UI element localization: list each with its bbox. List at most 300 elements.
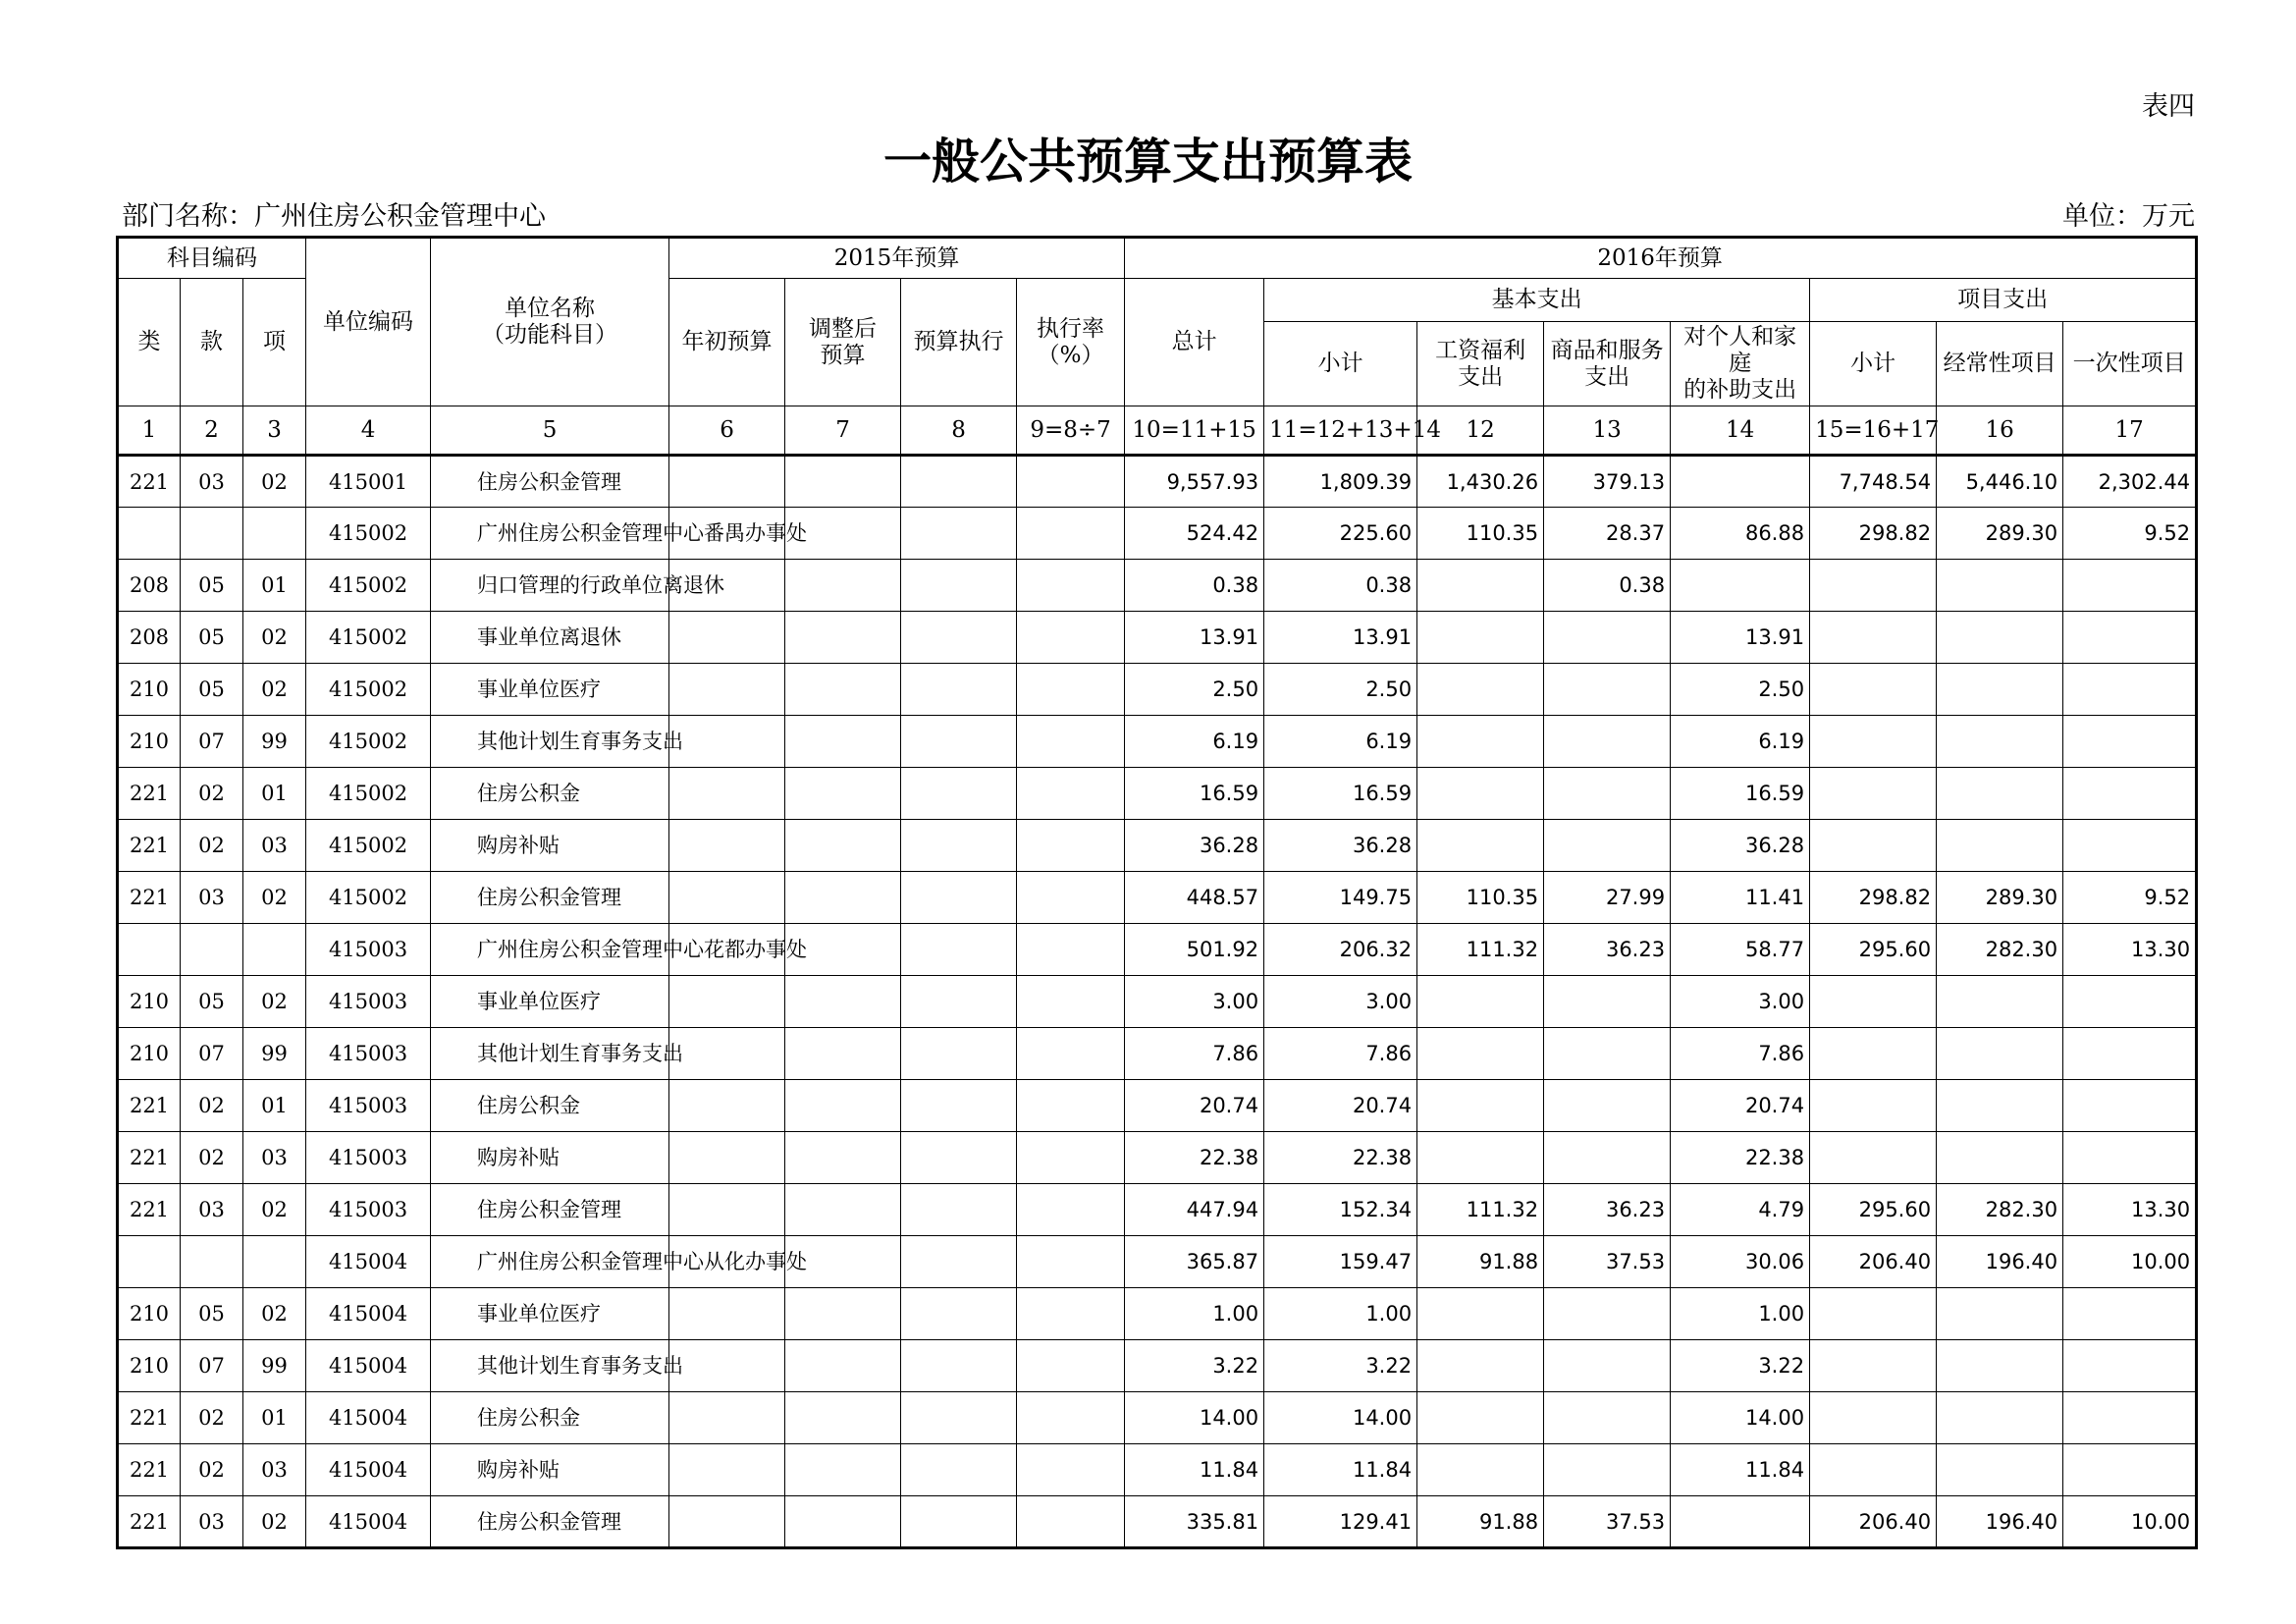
unit-name-cell [431, 560, 725, 612]
recurring-project-cell: 196.40 [1937, 1236, 2063, 1288]
subsidies-cell: 36.28 [1671, 820, 1810, 872]
onetime-project-cell: 13.30 [2063, 924, 2197, 976]
table-row [118, 1444, 2197, 1496]
subsidies-cell: 1.00 [1671, 1288, 1810, 1340]
goods-services-cell: 37.53 [1544, 1236, 1671, 1288]
xiang-cell: 01 [243, 1080, 306, 1132]
execution-rate-cell [1017, 872, 1125, 924]
header-xiang: 项 [243, 279, 306, 406]
xiang-cell: 02 [243, 456, 306, 508]
execution-rate-cell [1017, 508, 1125, 560]
column-index-cell: 1 [118, 406, 181, 456]
onetime-project-cell: 10.00 [2063, 1496, 2197, 1548]
onetime-project-cell [2063, 1080, 2197, 1132]
execution-cell [901, 768, 1017, 820]
basic-subtotal-cell: 22.38 [1264, 1132, 1417, 1184]
unit-name-cell [431, 1444, 669, 1496]
goods-services-cell [1544, 1132, 1671, 1184]
wages-cell: 1,430.26 [1417, 456, 1544, 508]
header-unit-name: 单位名称 （功能科目） [431, 238, 669, 406]
xiang-cell: 99 [243, 1340, 306, 1392]
onetime-project-cell [2063, 976, 2197, 1028]
execution-rate-cell [1017, 1132, 1125, 1184]
kuan-cell [181, 1236, 243, 1288]
lei-cell: 208 [118, 560, 181, 612]
column-index-cell: 11=12+13+14 [1264, 406, 1417, 456]
execution-rate-cell [1017, 1028, 1125, 1080]
recurring-project-cell [1937, 820, 2063, 872]
wages-cell [1417, 1444, 1544, 1496]
column-index-cell: 6 [669, 406, 785, 456]
initial-budget-cell [669, 1340, 785, 1392]
lei-cell: 210 [118, 1028, 181, 1080]
basic-subtotal-cell: 6.19 [1264, 716, 1417, 768]
recurring-project-cell [1937, 768, 2063, 820]
goods-services-cell: 36.23 [1544, 924, 1671, 976]
adjusted-budget-cell [785, 768, 901, 820]
xiang-cell: 99 [243, 1028, 306, 1080]
unit-name-cell [431, 612, 669, 664]
goods-services-cell: 28.37 [1544, 508, 1671, 560]
execution-rate-cell [1017, 1496, 1125, 1548]
initial-budget-cell [669, 872, 785, 924]
goods-services-cell [1544, 1340, 1671, 1392]
header-adjusted-budget: 调整后 预算 [785, 279, 901, 406]
unit-name-cell [431, 924, 808, 976]
subsidies-cell: 16.59 [1671, 768, 1810, 820]
column-index-cell: 15=16+17 [1810, 406, 1937, 456]
execution-cell [901, 1132, 1017, 1184]
execution-cell [901, 1028, 1017, 1080]
kuan-cell: 03 [181, 456, 243, 508]
execution-rate-cell [1017, 1080, 1125, 1132]
xiang-cell: 02 [243, 872, 306, 924]
subsidies-cell: 3.22 [1671, 1340, 1810, 1392]
execution-rate-cell [1017, 612, 1125, 664]
basic-subtotal-cell: 149.75 [1264, 872, 1417, 924]
execution-cell [901, 924, 1017, 976]
header-project-subtotal: 小计 [1810, 322, 1937, 406]
table-row [118, 612, 2197, 664]
wages-cell: 111.32 [1417, 1184, 1544, 1236]
header-basic-subtotal: 小计 [1264, 322, 1417, 406]
column-index-cell: 7 [785, 406, 901, 456]
column-index-cell: 14 [1671, 406, 1810, 456]
table-row [118, 456, 2197, 508]
unit-name-text: 事业单位离退休 [477, 625, 622, 649]
column-index-cell: 8 [901, 406, 1017, 456]
goods-services-cell [1544, 976, 1671, 1028]
adjusted-budget-cell [785, 1028, 901, 1080]
table-row [118, 1028, 2197, 1080]
header-lei: 类 [118, 279, 181, 406]
adjusted-budget-cell [785, 716, 901, 768]
wages-cell [1417, 716, 1544, 768]
unit-name-cell [431, 456, 669, 508]
column-index-cell: 16 [1937, 406, 2063, 456]
basic-subtotal-cell: 20.74 [1264, 1080, 1417, 1132]
onetime-project-cell: 2,302.44 [2063, 456, 2197, 508]
subsidies-cell: 14.00 [1671, 1392, 1810, 1444]
project-subtotal-cell [1810, 1392, 1937, 1444]
unit-code-cell: 415004 [306, 1340, 431, 1392]
execution-rate-cell [1017, 924, 1125, 976]
recurring-project-cell [1937, 1288, 2063, 1340]
unit-code-cell: 415003 [306, 924, 431, 976]
onetime-project-cell: 9.52 [2063, 872, 2197, 924]
goods-services-cell: 36.23 [1544, 1184, 1671, 1236]
unit-name-cell [431, 664, 669, 716]
project-subtotal-cell: 295.60 [1810, 1184, 1937, 1236]
table-body [118, 456, 2197, 1548]
project-subtotal-cell [1810, 976, 1937, 1028]
basic-subtotal-cell: 152.34 [1264, 1184, 1417, 1236]
initial-budget-cell [669, 1028, 785, 1080]
kuan-cell: 05 [181, 560, 243, 612]
total-cell: 9,557.93 [1125, 456, 1264, 508]
lei-cell: 221 [118, 1132, 181, 1184]
project-subtotal-cell [1810, 1288, 1937, 1340]
total-cell: 20.74 [1125, 1080, 1264, 1132]
basic-subtotal-cell: 3.22 [1264, 1340, 1417, 1392]
header-budget-2015: 2015年预算 [669, 238, 1125, 279]
basic-subtotal-cell: 1,809.39 [1264, 456, 1417, 508]
column-index-cell: 10=11+15 [1125, 406, 1264, 456]
xiang-cell: 02 [243, 664, 306, 716]
initial-budget-cell [669, 1444, 785, 1496]
execution-cell [901, 716, 1017, 768]
initial-budget-cell [669, 768, 785, 820]
execution-cell [901, 1444, 1017, 1496]
unit-name-text: 住房公积金管理 [477, 886, 622, 909]
recurring-project-cell [1937, 612, 2063, 664]
total-cell: 0.38 [1125, 560, 1264, 612]
initial-budget-cell [669, 716, 785, 768]
unit-name-text: 住房公积金管理 [477, 469, 622, 494]
subsidies-cell: 6.19 [1671, 716, 1810, 768]
lei-cell: 221 [118, 820, 181, 872]
unit-name-cell [431, 1132, 669, 1184]
kuan-cell: 03 [181, 1496, 243, 1548]
page-title: 一般公共预算支出预算表 [882, 134, 1413, 189]
header-initial-budget: 年初预算 [669, 279, 785, 406]
kuan-cell: 02 [181, 1392, 243, 1444]
column-index-cell: 12 [1417, 406, 1544, 456]
table-row [118, 1236, 2197, 1288]
lei-cell: 210 [118, 664, 181, 716]
goods-services-cell [1544, 1444, 1671, 1496]
adjusted-budget-cell [785, 560, 901, 612]
initial-budget-cell [669, 1496, 785, 1548]
xiang-cell: 01 [243, 560, 306, 612]
total-cell: 3.22 [1125, 1340, 1264, 1392]
project-subtotal-cell: 298.82 [1810, 508, 1937, 560]
wages-cell [1417, 1028, 1544, 1080]
execution-cell [901, 1392, 1017, 1444]
kuan-cell: 02 [181, 1080, 243, 1132]
total-cell: 448.57 [1125, 872, 1264, 924]
table-row [118, 872, 2197, 924]
adjusted-budget-cell [785, 1132, 901, 1184]
execution-cell [901, 1340, 1017, 1392]
goods-services-cell [1544, 820, 1671, 872]
unit-code-cell: 415002 [306, 872, 431, 924]
recurring-project-cell: 282.30 [1937, 1184, 2063, 1236]
xiang-cell: 02 [243, 612, 306, 664]
total-cell: 524.42 [1125, 508, 1264, 560]
table-row [118, 1340, 2197, 1392]
basic-subtotal-cell: 14.00 [1264, 1392, 1417, 1444]
kuan-cell [181, 508, 243, 560]
unit-code-cell: 415004 [306, 1496, 431, 1548]
adjusted-budget-cell [785, 1496, 901, 1548]
goods-services-cell: 379.13 [1544, 456, 1671, 508]
lei-cell: 221 [118, 872, 181, 924]
header-budget-2016: 2016年预算 [1125, 238, 2197, 279]
lei-cell: 210 [118, 1340, 181, 1392]
project-subtotal-cell [1810, 1340, 1937, 1392]
unit-name-cell [431, 1236, 808, 1288]
unit-name-text: 其他计划生育事务支出 [477, 730, 684, 753]
table-row [118, 1288, 2197, 1340]
execution-cell [901, 612, 1017, 664]
unit-label: 单位：万元 [2062, 201, 2195, 232]
basic-subtotal-cell: 159.47 [1264, 1236, 1417, 1288]
column-index-cell: 9=8÷7 [1017, 406, 1125, 456]
onetime-project-cell [2063, 716, 2197, 768]
wages-cell [1417, 1288, 1544, 1340]
table-row [118, 768, 2197, 820]
onetime-project-cell [2063, 1288, 2197, 1340]
execution-rate-cell [1017, 820, 1125, 872]
lei-cell: 210 [118, 716, 181, 768]
subsidies-cell: 4.79 [1671, 1184, 1810, 1236]
subsidies-cell: 86.88 [1671, 508, 1810, 560]
wages-cell [1417, 664, 1544, 716]
project-subtotal-cell [1810, 1444, 1937, 1496]
unit-name-text: 事业单位医疗 [477, 1302, 602, 1326]
execution-rate-cell [1017, 560, 1125, 612]
wages-cell: 91.88 [1417, 1496, 1544, 1548]
lei-cell: 221 [118, 1496, 181, 1548]
total-cell: 16.59 [1125, 768, 1264, 820]
unit-name-text: 广州住房公积金管理中心番禺办事处 [477, 521, 808, 545]
project-subtotal-cell [1810, 716, 1937, 768]
table-row [118, 560, 2197, 612]
subsidies-cell: 20.74 [1671, 1080, 1810, 1132]
lei-cell [118, 924, 181, 976]
table-row [118, 508, 2197, 560]
basic-subtotal-cell: 225.60 [1264, 508, 1417, 560]
execution-cell [901, 456, 1017, 508]
recurring-project-cell: 282.30 [1937, 924, 2063, 976]
total-cell: 36.28 [1125, 820, 1264, 872]
table-row [118, 1080, 2197, 1132]
execution-rate-cell [1017, 976, 1125, 1028]
xiang-cell: 02 [243, 1496, 306, 1548]
xiang-cell: 01 [243, 768, 306, 820]
basic-subtotal-cell: 3.00 [1264, 976, 1417, 1028]
goods-services-cell [1544, 1392, 1671, 1444]
unit-name-text: 广州住房公积金管理中心从化办事处 [477, 1250, 808, 1273]
table-row [118, 820, 2197, 872]
table-row [118, 924, 2197, 976]
xiang-cell: 02 [243, 976, 306, 1028]
execution-rate-cell [1017, 1288, 1125, 1340]
column-index-cell: 17 [2063, 406, 2197, 456]
unit-name-cell [431, 1184, 669, 1236]
onetime-project-cell [2063, 664, 2197, 716]
kuan-cell: 03 [181, 1184, 243, 1236]
xiang-cell: 02 [243, 1184, 306, 1236]
kuan-cell: 07 [181, 716, 243, 768]
goods-services-cell [1544, 612, 1671, 664]
unit-name-cell [431, 1080, 669, 1132]
goods-services-cell: 37.53 [1544, 1496, 1671, 1548]
unit-name-text: 购房补贴 [477, 1458, 561, 1482]
onetime-project-cell: 13.30 [2063, 1184, 2197, 1236]
recurring-project-cell: 289.30 [1937, 508, 2063, 560]
xiang-cell: 99 [243, 716, 306, 768]
unit-code-cell: 415004 [306, 1288, 431, 1340]
total-cell: 365.87 [1125, 1236, 1264, 1288]
total-cell: 447.94 [1125, 1184, 1264, 1236]
wages-cell [1417, 1080, 1544, 1132]
goods-services-cell [1544, 716, 1671, 768]
project-subtotal-cell: 295.60 [1810, 924, 1937, 976]
execution-rate-cell [1017, 1340, 1125, 1392]
xiang-cell: 01 [243, 1392, 306, 1444]
xiang-cell: 03 [243, 820, 306, 872]
wages-cell: 111.32 [1417, 924, 1544, 976]
table-header [118, 238, 2197, 456]
execution-rate-cell [1017, 1444, 1125, 1496]
kuan-cell: 05 [181, 612, 243, 664]
adjusted-budget-cell [785, 1392, 901, 1444]
adjusted-budget-cell [785, 612, 901, 664]
lei-cell [118, 1236, 181, 1288]
total-cell: 335.81 [1125, 1496, 1264, 1548]
table-row [118, 664, 2197, 716]
initial-budget-cell [669, 976, 785, 1028]
unit-name-cell [431, 1028, 684, 1080]
adjusted-budget-cell [785, 664, 901, 716]
lei-cell [118, 508, 181, 560]
lei-cell: 221 [118, 1444, 181, 1496]
unit-name-text: 其他计划生育事务支出 [477, 1042, 684, 1065]
header-kuan: 款 [181, 279, 243, 406]
unit-name-text: 购房补贴 [477, 834, 561, 857]
execution-rate-cell [1017, 716, 1125, 768]
kuan-cell: 02 [181, 768, 243, 820]
basic-subtotal-cell: 36.28 [1264, 820, 1417, 872]
unit-code-cell: 415002 [306, 768, 431, 820]
subsidies-cell: 2.50 [1671, 664, 1810, 716]
unit-name-cell [431, 976, 669, 1028]
execution-cell [901, 872, 1017, 924]
recurring-project-cell [1937, 1028, 2063, 1080]
header-execution-rate: 执行率 （%） [1017, 279, 1125, 406]
unit-name-text: 归口管理的行政单位离退休 [477, 573, 725, 597]
project-subtotal-cell: 298.82 [1810, 872, 1937, 924]
kuan-cell: 03 [181, 872, 243, 924]
header-basic-expenditure: 基本支出 [1264, 279, 1810, 322]
xiang-cell: 03 [243, 1444, 306, 1496]
header-execution: 预算执行 [901, 279, 1017, 406]
wages-cell: 91.88 [1417, 1236, 1544, 1288]
header-onetime-project: 一次性项目 [2063, 322, 2197, 406]
onetime-project-cell: 9.52 [2063, 508, 2197, 560]
recurring-project-cell [1937, 560, 2063, 612]
unit-name-cell [431, 508, 808, 560]
basic-subtotal-cell: 7.86 [1264, 1028, 1417, 1080]
basic-subtotal-cell: 206.32 [1264, 924, 1417, 976]
execution-rate-cell [1017, 664, 1125, 716]
kuan-cell: 05 [181, 664, 243, 716]
subsidies-cell: 22.38 [1671, 1132, 1810, 1184]
project-subtotal-cell [1810, 664, 1937, 716]
xiang-cell [243, 508, 306, 560]
unit-name-text: 住房公积金管理 [477, 1509, 622, 1534]
recurring-project-cell [1937, 1444, 2063, 1496]
subsidies-cell: 11.84 [1671, 1444, 1810, 1496]
wages-cell [1417, 1132, 1544, 1184]
unit-name-text: 住房公积金 [477, 1406, 581, 1430]
header-total: 总计 [1125, 279, 1264, 406]
execution-rate-cell [1017, 1392, 1125, 1444]
unit-code-cell: 415003 [306, 1184, 431, 1236]
onetime-project-cell [2063, 820, 2197, 872]
project-subtotal-cell: 7,748.54 [1810, 456, 1937, 508]
unit-name-cell [431, 820, 669, 872]
xiang-cell [243, 1236, 306, 1288]
execution-cell [901, 560, 1017, 612]
lei-cell: 210 [118, 1288, 181, 1340]
header-unit-code: 单位编码 [306, 238, 431, 406]
unit-code-cell: 415002 [306, 508, 431, 560]
lei-cell: 210 [118, 976, 181, 1028]
onetime-project-cell [2063, 1028, 2197, 1080]
unit-name-text: 其他计划生育事务支出 [477, 1354, 684, 1378]
recurring-project-cell [1937, 716, 2063, 768]
wages-cell [1417, 560, 1544, 612]
kuan-cell: 07 [181, 1028, 243, 1080]
initial-budget-cell [669, 664, 785, 716]
unit-name-text: 事业单位医疗 [477, 677, 602, 701]
unit-code-cell: 415002 [306, 664, 431, 716]
unit-name-text: 住房公积金管理 [477, 1198, 622, 1221]
execution-cell [901, 1496, 1017, 1548]
recurring-project-cell [1937, 1132, 2063, 1184]
basic-subtotal-cell: 0.38 [1264, 560, 1417, 612]
table-row [118, 716, 2197, 768]
column-index-cell: 2 [181, 406, 243, 456]
header-subject-code: 科目编码 [118, 238, 306, 279]
subsidies-cell: 58.77 [1671, 924, 1810, 976]
initial-budget-cell [669, 1392, 785, 1444]
total-cell: 22.38 [1125, 1132, 1264, 1184]
onetime-project-cell: 10.00 [2063, 1236, 2197, 1288]
execution-cell [901, 1184, 1017, 1236]
unit-name-cell [431, 1340, 684, 1392]
goods-services-cell: 27.99 [1544, 872, 1671, 924]
table-number-label: 表四 [2142, 91, 2195, 122]
recurring-project-cell: 5,446.10 [1937, 456, 2063, 508]
header-goods-services: 商品和服务 支出 [1544, 322, 1671, 406]
project-subtotal-cell [1810, 1080, 1937, 1132]
recurring-project-cell: 196.40 [1937, 1496, 2063, 1548]
table-row [118, 1392, 2197, 1444]
